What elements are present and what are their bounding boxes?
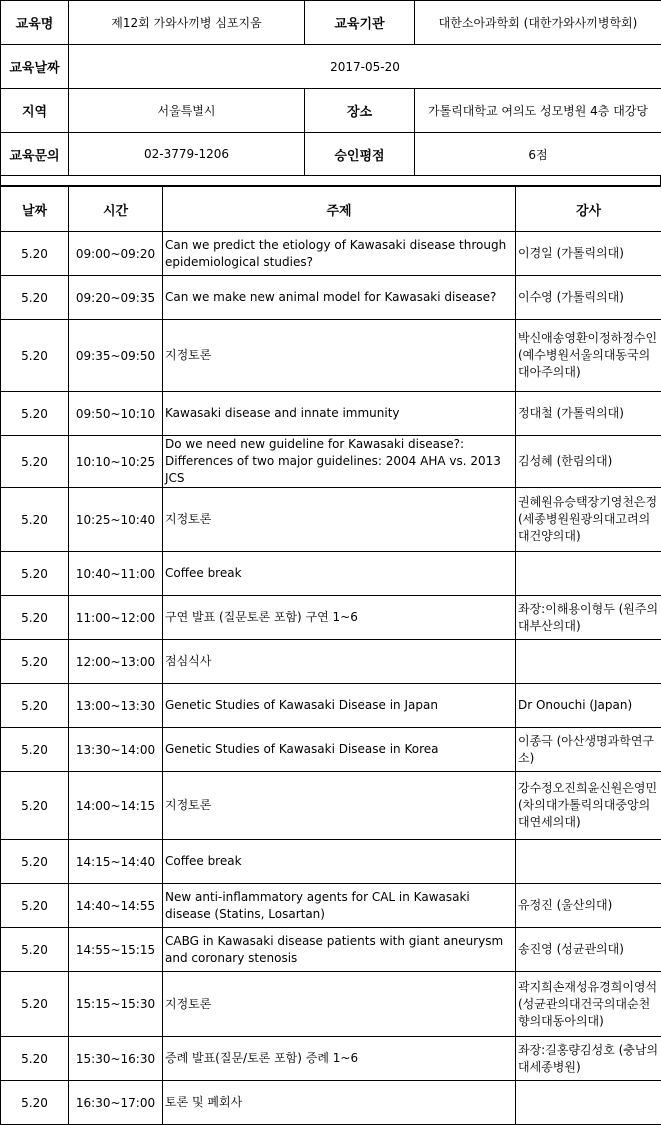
session-speaker: 박신애송영환이정하정수인 (예수병원서울의대동국의대아주의대): [516, 320, 661, 392]
session-speaker: 강수정오진희윤신원은영민 (차의대가톨릭의대중앙의대연세의대): [516, 772, 661, 840]
session-topic: Coffee break: [163, 552, 516, 596]
session-time: 09:00~09:20: [69, 232, 163, 276]
schedule-row: [1, 320, 661, 392]
session-date: 5.20: [1, 884, 69, 928]
session-topic: 지정토론: [163, 320, 516, 392]
session-speaker: 유정진 (울산의대): [516, 884, 661, 928]
edu-date-value: 2017-05-20: [69, 45, 661, 89]
session-speaker: 좌장:이해용이형두 (원주의대부산의대): [516, 596, 661, 640]
schedule-row: [1, 728, 661, 772]
schedule-row: [1, 1037, 661, 1081]
schedule-row: [1, 684, 661, 728]
session-date: 5.20: [1, 552, 69, 596]
schedule-row: [1, 276, 661, 320]
session-topic: New anti-inflammatory agents for CAL in Kawasaki disease (Statins, Losartan): [163, 884, 516, 928]
session-time: 15:30~16:30: [69, 1037, 163, 1081]
info-row-name: [1, 1, 661, 45]
session-date: 5.20: [1, 772, 69, 840]
schedule-row: [1, 1081, 661, 1125]
schedule-row: [1, 972, 661, 1037]
session-date: 5.20: [1, 1037, 69, 1081]
session-topic: Do we need new guideline for Kawasaki disease?: Differences of two major guidelines: 2004 AHA vs. 2013 JCS: [163, 436, 516, 488]
session-speaker: [516, 1081, 661, 1125]
contact-value: 02-3779-1206: [69, 133, 305, 176]
region-value: 서울특별시: [69, 89, 305, 133]
info-row-location: [1, 89, 661, 133]
session-date: 5.20: [1, 928, 69, 972]
session-date: 5.20: [1, 436, 69, 488]
schedule-row: [1, 436, 661, 488]
edu-name-value: 제12회 가와사끼병 심포지움: [69, 1, 305, 45]
session-speaker: 좌장:길홍량김성호 (충남의대세종병원): [516, 1037, 661, 1081]
session-speaker: 김성혜 (한림의대): [516, 436, 661, 488]
header-speaker: 강사: [516, 187, 661, 232]
session-time: 10:40~11:00: [69, 552, 163, 596]
edu-org-label: 교육기관: [305, 1, 415, 45]
edu-name-label: 교육명: [1, 1, 69, 45]
session-date: 5.20: [1, 684, 69, 728]
session-time: 14:40~14:55: [69, 884, 163, 928]
schedule-row: [1, 884, 661, 928]
header-topic: 주제: [163, 187, 516, 232]
schedule-row: [1, 596, 661, 640]
credit-label: 승인평점: [305, 133, 415, 176]
session-topic: Genetic Studies of Kawasaki Disease in Japan: [163, 684, 516, 728]
session-time: 10:10~10:25: [69, 436, 163, 488]
session-date: 5.20: [1, 276, 69, 320]
session-topic: 증례 발표(질문/토론 포함) 증례 1~6: [163, 1037, 516, 1081]
header-date: 날짜: [1, 187, 69, 232]
session-topic: Coffee break: [163, 840, 516, 884]
schedule-row: [1, 232, 661, 276]
session-speaker: [516, 552, 661, 596]
session-topic: Can we make new animal model for Kawasaki disease?: [163, 276, 516, 320]
session-topic: 점심식사: [163, 640, 516, 684]
info-row-contact: [1, 133, 661, 176]
session-date: 5.20: [1, 1081, 69, 1125]
session-time: 14:55~15:15: [69, 928, 163, 972]
edu-org-value: 대한소아과학회 (대한가와사끼병학회): [415, 1, 661, 45]
session-time: 10:25~10:40: [69, 488, 163, 552]
session-time: 13:30~14:00: [69, 728, 163, 772]
place-value: 가톨릭대학교 여의도 성모병원 4층 대강당: [415, 89, 661, 133]
session-speaker: [516, 840, 661, 884]
schedule-body: [1, 232, 661, 1125]
session-speaker: Dr Onouchi (Japan): [516, 684, 661, 728]
schedule-row: [1, 640, 661, 684]
schedule-row: [1, 928, 661, 972]
schedule-row: [1, 392, 661, 436]
session-speaker: 송진영 (성균관의대): [516, 928, 661, 972]
session-time: 09:50~10:10: [69, 392, 163, 436]
session-time: 09:20~09:35: [69, 276, 163, 320]
session-speaker: 이경일 (가톨릭의대): [516, 232, 661, 276]
schedule-table: [0, 186, 661, 1125]
session-topic: 지정토론: [163, 488, 516, 552]
session-topic: 토론 및 폐회사: [163, 1081, 516, 1125]
session-time: 16:30~17:00: [69, 1081, 163, 1125]
session-speaker: 곽지희손재성유경희이영석 (성균관의대건국의대순천향의대동아의대): [516, 972, 661, 1037]
session-topic: 구연 발표 (질문토론 포함) 구연 1~6: [163, 596, 516, 640]
session-time: 13:00~13:30: [69, 684, 163, 728]
edu-date-label: 교육날짜: [1, 45, 69, 89]
session-speaker: 이종극 (아산생명과학연구소): [516, 728, 661, 772]
session-date: 5.20: [1, 232, 69, 276]
header-time: 시간: [69, 187, 163, 232]
education-info-table: [0, 0, 661, 176]
session-topic: CABG in Kawasaki disease patients with giant aneurysm and coronary stenosis: [163, 928, 516, 972]
session-date: 5.20: [1, 728, 69, 772]
session-date: 5.20: [1, 488, 69, 552]
session-time: 14:00~14:15: [69, 772, 163, 840]
schedule-row: [1, 488, 661, 552]
place-label: 장소: [305, 89, 415, 133]
session-time: 12:00~13:00: [69, 640, 163, 684]
session-time: 09:35~09:50: [69, 320, 163, 392]
region-label: 지역: [1, 89, 69, 133]
session-date: 5.20: [1, 596, 69, 640]
session-topic: Genetic Studies of Kawasaki Disease in Korea: [163, 728, 516, 772]
schedule-row: [1, 552, 661, 596]
session-date: 5.20: [1, 972, 69, 1037]
session-time: 15:15~15:30: [69, 972, 163, 1037]
session-topic: 지정토론: [163, 972, 516, 1037]
contact-label: 교육문의: [1, 133, 69, 176]
info-row-date: [1, 45, 661, 89]
session-date: 5.20: [1, 640, 69, 684]
session-speaker: 권혜원유승택장기영천은정 (세종병원원광의대고려의대건양의대): [516, 488, 661, 552]
table-divider: [0, 176, 661, 186]
session-time: 11:00~12:00: [69, 596, 163, 640]
session-topic: Can we predict the etiology of Kawasaki disease through epidemiological studies?: [163, 232, 516, 276]
credit-value: 6점: [415, 133, 661, 176]
schedule-row: [1, 840, 661, 884]
session-date: 5.20: [1, 392, 69, 436]
session-speaker: [516, 640, 661, 684]
session-time: 14:15~14:40: [69, 840, 163, 884]
session-topic: 지정토론: [163, 772, 516, 840]
session-date: 5.20: [1, 320, 69, 392]
session-speaker: 이수영 (가톨릭의대): [516, 276, 661, 320]
schedule-row: [1, 772, 661, 840]
session-topic: Kawasaki disease and innate immunity: [163, 392, 516, 436]
schedule-header-row: [1, 187, 661, 232]
session-date: 5.20: [1, 840, 69, 884]
session-speaker: 정대철 (가톨릭의대): [516, 392, 661, 436]
